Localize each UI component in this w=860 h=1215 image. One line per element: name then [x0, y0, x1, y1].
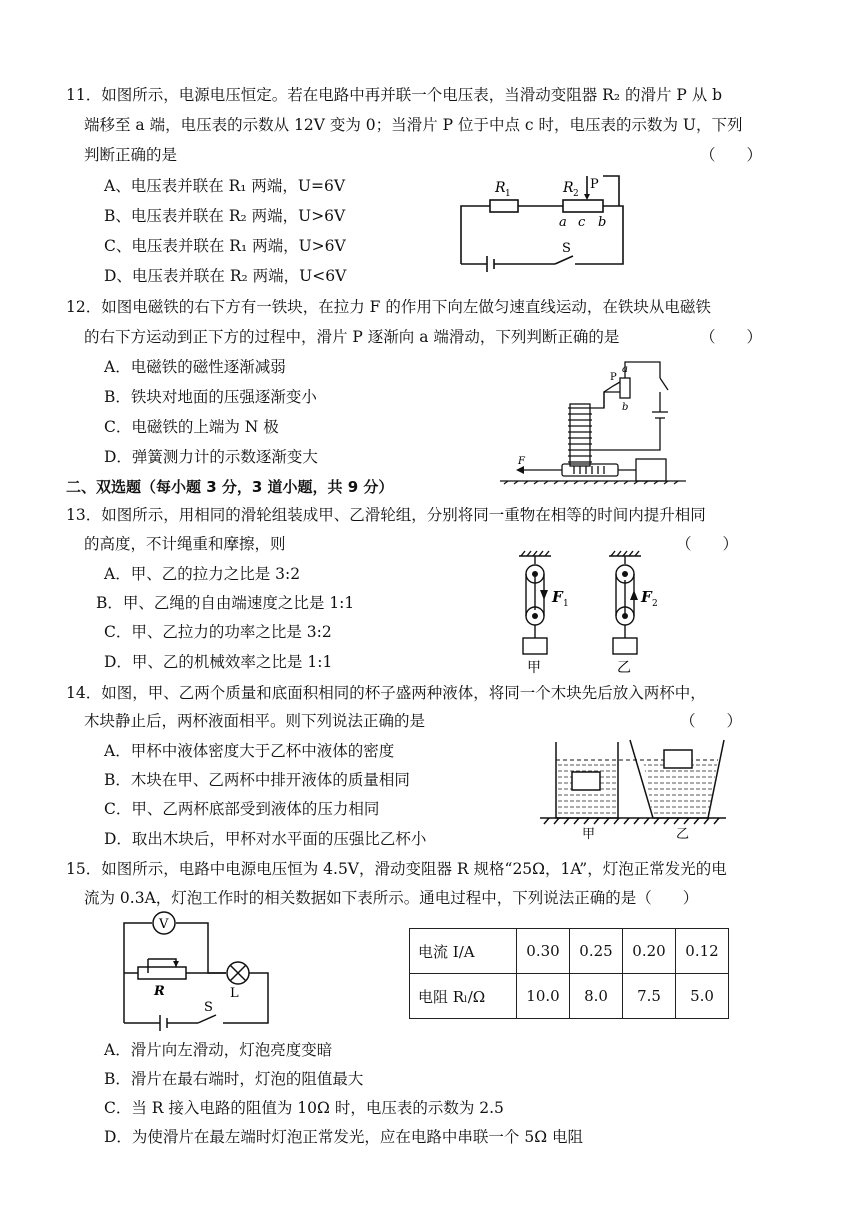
table-cell: 5.0: [676, 974, 729, 1019]
q11-fig-r1: R: [495, 180, 506, 196]
q15-line1: 15．如图所示，电路中电源电压恒为 4.5V，滑动变阻器 R 规格“25Ω，1A”，灯泡正常发光的电: [66, 860, 727, 878]
q12-fig-f: F: [518, 456, 525, 467]
q11-fig-c: c: [578, 215, 586, 230]
q11-fig-r2-sub: 2: [573, 189, 579, 199]
q13-option-b: B．甲、乙绳的自由端速度之比是 1:1: [96, 594, 355, 612]
q13-pulley-diagram: [505, 550, 675, 676]
q11-answer-paren: （ ）: [700, 146, 763, 164]
q15-option-a: A．滑片向左滑动，灯泡亮度变暗: [104, 1041, 333, 1059]
q15-option-d: D．为使滑片在最左端时灯泡正常发光，应在电路中串联一个 5Ω 电阻: [104, 1128, 583, 1146]
q15-option-b: B．滑片在最右端时，灯泡的阻值最大: [104, 1070, 364, 1088]
q12-answer-paren: （ ）: [700, 328, 763, 346]
q13-option-d: D．甲、乙的机械效率之比是 1:1: [104, 653, 333, 671]
q13-option-c: C．甲、乙拉力的功率之比是 3:2: [104, 623, 332, 641]
q15-circuit-diagram: [118, 913, 278, 1035]
q12-option-b: B．铁块对地面的压强逐渐变小: [104, 388, 317, 406]
q13-line2: 的高度，不计绳重和摩擦，则: [84, 535, 286, 553]
q13-fig-yi: 乙: [617, 660, 631, 676]
q11-fig-r1-sub: 1: [505, 189, 511, 199]
q15-line2: 流为 0.3A，灯泡工作时的相关数据如下表所示。通电过程中，下列说法正确的是（ ）: [84, 889, 699, 907]
table-cell: 电流 I/A: [410, 929, 517, 974]
q12-line1: 12．如图电磁铁的右下方有一铁块，在拉力 F 的作用下向左做匀速直线运动，在铁块从电磁铁: [66, 298, 711, 316]
q14-option-c: C．甲、乙两杯底部受到液体的压力相同: [104, 800, 380, 818]
q13-line1: 13．如图所示，用相同的滑轮组装成甲、乙滑轮组，分别将同一重物在相等的时间内提升相同: [66, 506, 706, 524]
q15-fig-r: R: [154, 984, 165, 999]
q12-fig-b: b: [622, 402, 629, 413]
q14-fig-yi: 乙: [676, 827, 690, 842]
q11-line1: 11．如图所示，电源电压恒定。若在电路中再并联一个电压表，当滑动变阻器 R₂ 的滑片 P 从 b: [66, 86, 723, 104]
q14-option-d: D．取出木块后，甲杯对水平面的压强比乙杯小: [104, 830, 427, 848]
q11-fig-s: S: [562, 241, 571, 256]
q15-data-table: [409, 928, 729, 1019]
q14-option-b: B．木块在甲、乙两杯中排开液体的质量相同: [104, 771, 410, 789]
table-cell: 0.30: [517, 929, 570, 974]
q15-fig-v: V: [159, 917, 169, 932]
q11-fig-a: a: [559, 215, 567, 230]
q12-fig-a: a: [622, 364, 628, 375]
q11-circuit-diagram: [455, 172, 630, 276]
q13-fig-jia: 甲: [527, 660, 541, 676]
table-cell: 7.5: [623, 974, 676, 1019]
q12-option-d: D．弹簧测力计的示数逐渐变大: [104, 448, 318, 466]
q12-fig-p: P: [610, 372, 617, 383]
table-row: [410, 929, 729, 974]
q13-answer-paren: （ ）: [676, 535, 739, 553]
section-title-double-choice: 二、双选题（每小题 3 分，3 道小题，共 9 分）: [66, 478, 394, 496]
q13-fig-f2: F: [641, 588, 652, 606]
q11-option-b: B、电压表并联在 R₂ 两端，U>6V: [104, 207, 346, 225]
q12-electromagnet-diagram: [500, 352, 690, 484]
q12-option-c: C．电磁铁的上端为 N 极: [104, 418, 279, 436]
q14-fig-jia: 甲: [582, 827, 596, 842]
q15-fig-l: L: [230, 986, 239, 1001]
q13-fig-f2-sub: 2: [652, 599, 658, 609]
table-cell: 10.0: [517, 974, 570, 1019]
table-row: [410, 974, 729, 1019]
table-cell: 0.12: [676, 929, 729, 974]
q14-answer-paren: （ ）: [680, 712, 743, 730]
q12-line2: 的右下方运动到正下方的过程中，滑片 P 逐渐向 a 端滑动，下列判断正确的是: [84, 328, 620, 346]
q11-line2: 端移至 a 端，电压表的示数从 12V 变为 0；当滑片 P 位于中点 c 时，电压表的示数为 U，下列: [84, 116, 743, 134]
q14-cups-diagram: [540, 738, 730, 842]
q11-option-d: D、电压表并联在 R₂ 两端，U<6V: [104, 267, 347, 285]
q14-option-a: A．甲杯中液体密度大于乙杯中液体的密度: [104, 742, 395, 760]
table-cell: 0.20: [623, 929, 676, 974]
table-cell: 电阻 Rₗ/Ω: [410, 974, 517, 1019]
q14-line1: 14．如图，甲、乙两个质量和底面积相同的杯子盛两种液体，将同一个木块先后放入两杯中，: [66, 684, 706, 702]
table-cell: 0.25: [570, 929, 623, 974]
q11-option-a: A、电压表并联在 R₁ 两端，U=6V: [104, 177, 346, 195]
q11-fig-b: b: [598, 215, 607, 230]
q11-option-c: C、电压表并联在 R₁ 两端，U>6V: [104, 237, 346, 255]
q11-fig-r2: R: [563, 180, 574, 196]
q12-option-a: A．电磁铁的磁性逐渐减弱: [104, 358, 286, 376]
q13-fig-f1: F: [552, 588, 563, 606]
table-cell: 8.0: [570, 974, 623, 1019]
q11-fig-p: P: [590, 177, 599, 192]
q15-fig-s: S: [204, 1000, 213, 1015]
q11-line3: 判断正确的是: [84, 146, 178, 164]
q14-line2: 木块静止后，两杯液面相平。则下列说法正确的是: [84, 712, 426, 730]
q13-option-a: A．甲、乙的拉力之比是 3:2: [104, 565, 301, 583]
q13-fig-f1-sub: 1: [563, 599, 569, 609]
q15-option-c: C．当 R 接入电路的阻值为 10Ω 时，电压表的示数为 2.5: [104, 1099, 504, 1117]
